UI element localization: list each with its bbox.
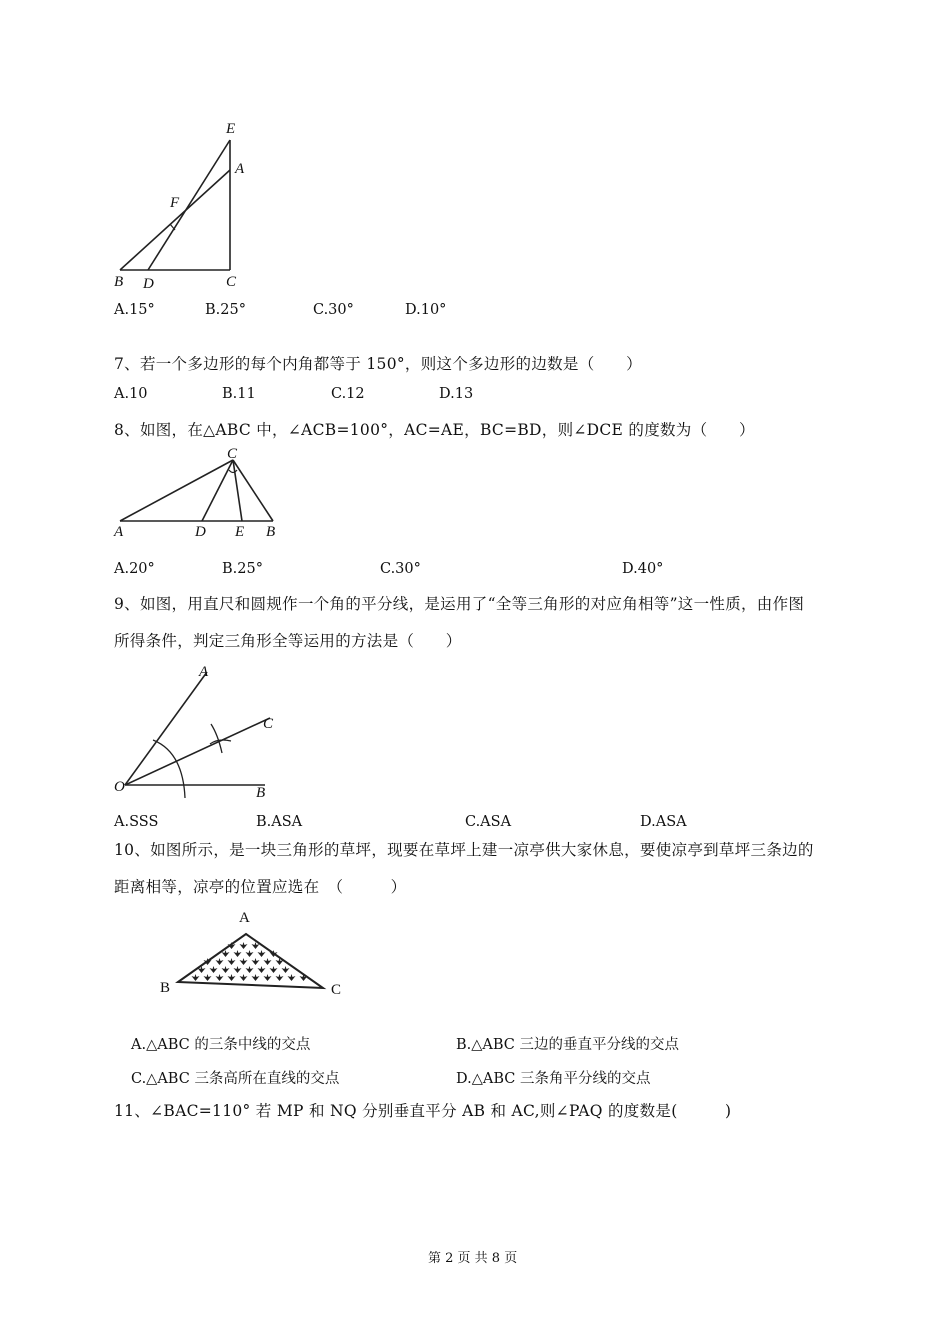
- q8-option-c: C.30°: [380, 561, 421, 577]
- fig-q6-label-f: F: [170, 195, 180, 211]
- fig-q9-label-a: A: [199, 664, 209, 680]
- fig-q6-label-c: C: [226, 274, 237, 290]
- q10-option-a: A.△ABC 的三条中线的交点: [131, 1037, 311, 1053]
- question-7-text: 7、若一个多边形的每个内角都等于 150°，则这个多边形的边数是（ ）: [114, 355, 642, 373]
- q9-option-a: A.SSS: [114, 814, 159, 830]
- fig-q9-label-o: O: [114, 779, 125, 795]
- question-9-line-1: 9、如图，用直尺和圆规作一个角的平分线，是运用了“全等三角形的对应角相等”这一性质，由作图: [114, 595, 805, 613]
- q9-option-d: D.ASA: [640, 814, 687, 830]
- question-10-line-2: 距离相等，凉亭的位置应选在 （ ）: [114, 878, 407, 896]
- fig-q9-label-b: B: [256, 785, 266, 801]
- q9-option-b: B.ASA: [256, 814, 303, 830]
- fig-q6-label-e: E: [226, 121, 236, 137]
- q8-option-b: B.25°: [222, 561, 263, 577]
- q7-option-c: C.12: [331, 386, 365, 402]
- fig-q6-label-a: A: [235, 161, 245, 177]
- fig-q8-label-d: D: [195, 524, 206, 540]
- q10-option-b: B.△ABC 三边的垂直平分线的交点: [456, 1037, 680, 1053]
- question-11-text: 11、∠BAC=110° 若 MP 和 NQ 分别垂直平分 AB 和 AC,则∠PAQ 的度数是( ): [114, 1102, 732, 1120]
- q6-option-b: B.25°: [205, 302, 246, 318]
- q8-option-d: D.40°: [622, 561, 664, 577]
- fig-q6-label-d: D: [143, 276, 154, 292]
- fig-q8-label-e: E: [235, 524, 245, 540]
- fig-q10-label-b: B: [160, 980, 171, 996]
- q8-option-a: A.20°: [114, 561, 155, 577]
- q9-option-c: C.ASA: [465, 814, 512, 830]
- figure-q9: [115, 660, 285, 800]
- fig-q8-label-c: C: [227, 446, 238, 462]
- q6-option-c: C.30°: [313, 302, 354, 318]
- question-8-text: 8、如图，在△ABC 中，∠ACB=100°，AC=AE，BC=BD，则∠DCE 的度数为（ ）: [114, 421, 755, 439]
- fig-q9-label-c: C: [263, 716, 274, 732]
- page-footer: 第 2 页 共 8 页: [428, 1251, 518, 1266]
- figure-q6: [110, 120, 270, 300]
- figure-q8: [110, 445, 290, 535]
- fig-q6-label-b: B: [114, 274, 124, 290]
- q7-option-a: A.10: [114, 386, 148, 402]
- q6-option-d: D.10°: [405, 302, 447, 318]
- figure-q10-lawn: [168, 920, 348, 1000]
- q10-option-d: D.△ABC 三条角平分线的交点: [456, 1071, 651, 1087]
- fig-q10-label-c: C: [331, 982, 342, 998]
- fig-q8-label-a: A: [114, 524, 124, 540]
- q7-option-b: B.11: [222, 386, 256, 402]
- q10-option-c: C.△ABC 三条高所在直线的交点: [131, 1071, 340, 1087]
- q6-option-a: A.15°: [114, 302, 155, 318]
- q7-option-d: D.13: [439, 386, 474, 402]
- fig-q10-label-a: A: [239, 910, 250, 926]
- fig-q8-label-b: B: [266, 524, 276, 540]
- question-9-line-2: 所得条件，判定三角形全等运用的方法是（ ）: [114, 632, 462, 650]
- question-10-line-1: 10、如图所示，是一块三角形的草坪，现要在草坪上建一凉亭供大家休息，要使凉亭到草坪三条边的: [114, 841, 814, 859]
